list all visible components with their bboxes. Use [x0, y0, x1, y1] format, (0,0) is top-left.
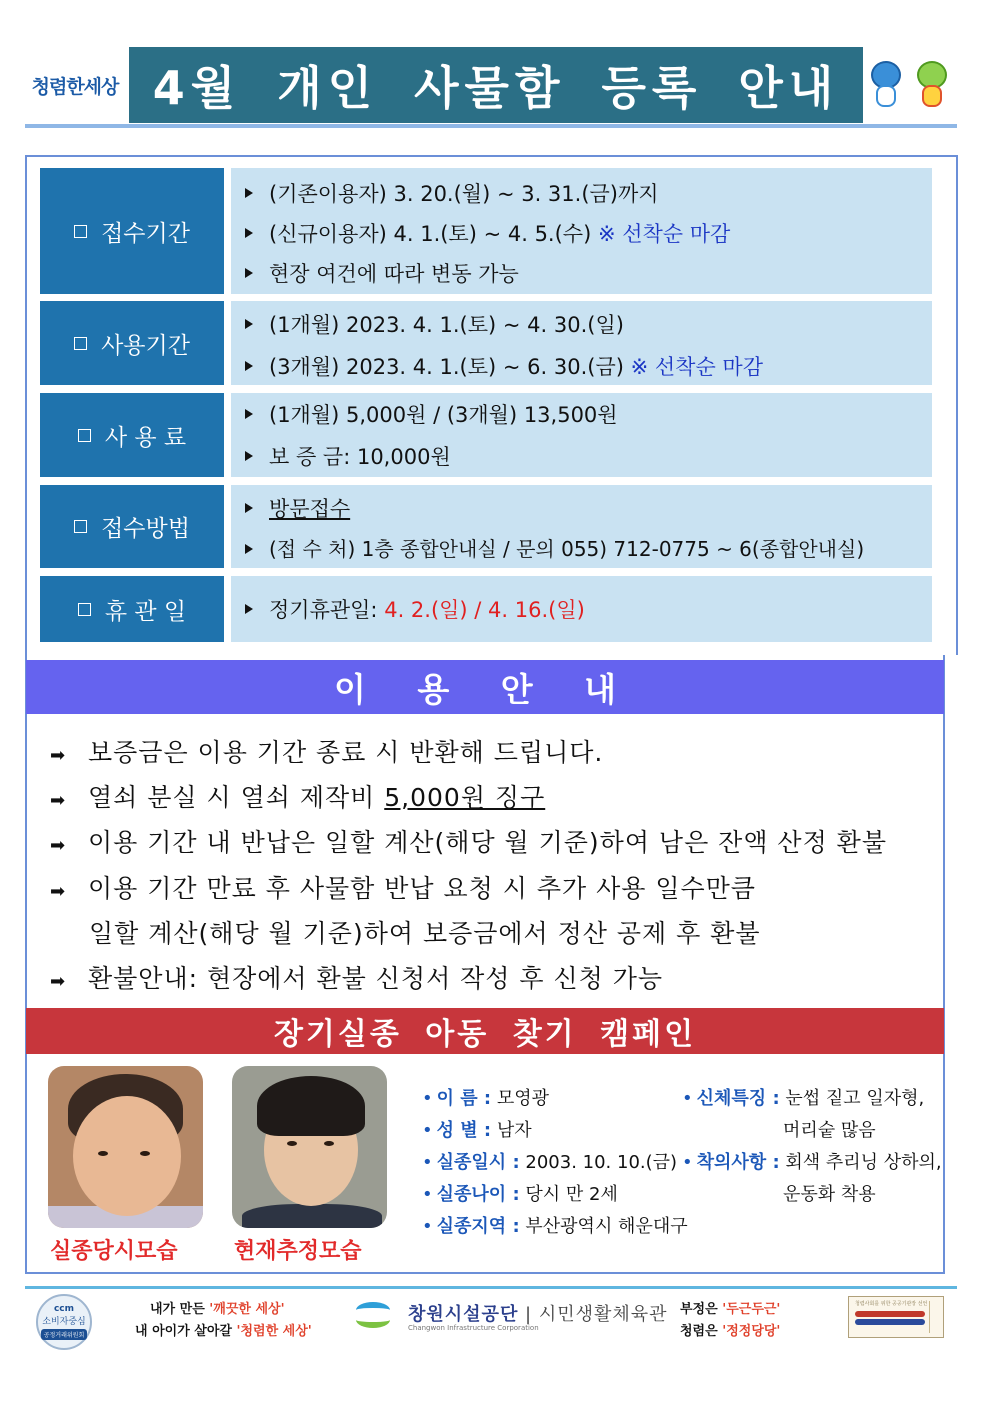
usage-line-1: (1개월) 2023. 4. 1.(토) ~ 4. 30.(일) [245, 309, 624, 339]
arrow-bullet-icon: ➡ [50, 835, 67, 856]
guide-item-2: ➡ 열쇠 분실 시 열쇠 제작비 5,000원 징구 [50, 783, 546, 812]
triangle-bullet-icon [245, 409, 253, 419]
fee-label: 사 용 료 [40, 393, 224, 477]
footer-slogan-2: 내 아이가 살아갈 '청렴한 세상' [135, 1324, 312, 1339]
triangle-bullet-icon [245, 544, 253, 554]
checkbox-icon [78, 429, 91, 442]
checkbox-icon [74, 520, 87, 533]
reception-line-1: (기존이용자) 3. 20.(월) ~ 3. 31.(금)까지 [245, 178, 659, 208]
detail-clothes-cont: 운동화 착용 [783, 1184, 876, 1205]
integrity-logo-text: 청렴한세상 [31, 75, 119, 98]
method-content [231, 485, 932, 568]
closed-label: 휴 관 일 [40, 576, 224, 642]
guide-title: 이 용 안 내 [334, 669, 636, 709]
row-reception [40, 168, 932, 294]
usage-period-label: 사용기간 [40, 301, 224, 385]
usage-line-2: (3개월) 2023. 4. 1.(토) ~ 6. 30.(금) ※ 선착순 마감 [245, 351, 763, 381]
changwon-logo-icon [352, 1298, 396, 1338]
triangle-bullet-icon [245, 228, 253, 238]
triangle-bullet-icon [245, 361, 253, 371]
guide-item-1: ➡ 보증금은 이용 기간 종료 시 반환해 드립니다. [50, 738, 604, 767]
arrow-bullet-icon: ➡ [50, 790, 67, 811]
detail-age: • 실종나이 : 당시 만 2세 [422, 1184, 618, 1205]
page-title: 4월 개인 사물함 등록 안내 [152, 61, 840, 115]
closed-content [231, 576, 932, 642]
detail-date: • 실종일시 : 2003. 10. 10.(금) [422, 1152, 678, 1173]
page-header [25, 45, 957, 127]
ccm-badge: ccm 소비자중심 공정거래위원회 [36, 1294, 92, 1350]
triangle-bullet-icon [245, 188, 253, 198]
fee-line-2: 보 증 금: 10,000원 [245, 441, 451, 471]
fee-line-1: (1개월) 5,000원 / (3개월) 13,500원 [245, 399, 618, 429]
checkbox-icon [74, 225, 87, 238]
org-name: 창원시설공단 | 시민생활체육관 [408, 1304, 668, 1325]
method-label: 접수방법 [40, 485, 224, 568]
checkbox-icon [74, 337, 87, 350]
detail-body: • 신체특징 : 눈썹 짙고 일자형, [682, 1088, 925, 1109]
header-divider [25, 124, 957, 128]
detail-body-cont: 머리숱 많음 [783, 1120, 876, 1141]
method-line-1: 방문접수 [245, 493, 350, 523]
mascots [867, 57, 957, 113]
child-photo-now [232, 1066, 387, 1228]
triangle-bullet-icon [245, 268, 253, 278]
child-photo-then [48, 1066, 203, 1228]
reception-content [231, 168, 932, 294]
reception-line-2: (신규이용자) 4. 1.(토) ~ 4. 5.(수) ※ 선착순 마감 [245, 218, 730, 248]
integrity-logo [25, 60, 125, 110]
method-line-2: (접 수 처) 1층 종합안내실 / 문의 055) 712-0775 ~ 6(종합안내실) [245, 533, 864, 562]
reception-label: 접수기간 [40, 168, 224, 294]
row-closed [40, 576, 932, 642]
title-banner [129, 47, 863, 123]
org-english-name: Changwon Infrastructure Corporation [408, 1324, 539, 1332]
triangle-bullet-icon [245, 604, 253, 614]
closed-line: 정기휴관일: 4. 2.(일) / 4. 16.(일) [245, 594, 585, 624]
arrow-bullet-icon: ➡ [50, 745, 67, 766]
blue-mascot-icon [867, 61, 905, 109]
triangle-bullet-icon [245, 319, 253, 329]
detail-sex: • 성 별 : 남자 [422, 1120, 532, 1141]
photo-then-caption: 실종당시모습 [50, 1239, 178, 1264]
campaign-header [26, 1008, 944, 1054]
row-method [40, 485, 932, 568]
integrity-declaration-seal: 청렴사회를 위한 공공기관장 선언 [848, 1296, 944, 1338]
checkbox-icon [78, 603, 91, 616]
arrow-bullet-icon: ➡ [50, 971, 67, 992]
footer-slogan-1: 내가 만든 '깨끗한 세상' [150, 1302, 285, 1317]
guide-item-4: ➡ 이용 기간 만료 후 사물함 반납 요청 시 추가 사용 일수만큼 [50, 874, 756, 903]
row-fee [40, 393, 932, 477]
fee-content [231, 393, 932, 477]
detail-name: • 이 름 : 모영광 [422, 1088, 550, 1109]
photo-now-caption: 현재추정모습 [234, 1239, 362, 1264]
detail-place: • 실종지역 : 부산광역시 해운대구 [422, 1216, 688, 1237]
guide-item-5: ➡ 환불안내: 현장에서 환불 신청서 작성 후 신청 가능 [50, 964, 664, 993]
footer-slogan-4: 청렴은 '정정당당' [680, 1324, 781, 1339]
triangle-bullet-icon [245, 503, 253, 513]
guide-header [26, 660, 944, 714]
guide-item-4-cont: 일할 계산(해당 월 기준)하여 보증금에서 정산 공제 후 환불 [89, 919, 761, 948]
detail-clothes: • 착의사항 : 회색 추리닝 상하의, [682, 1152, 942, 1173]
green-mascot-icon [913, 61, 951, 109]
campaign-title: 장기실종 아동 찾기 캠페인 [273, 1017, 697, 1052]
footer-divider [25, 1286, 957, 1289]
arrow-bullet-icon: ➡ [50, 881, 67, 902]
triangle-bullet-icon [245, 451, 253, 461]
guide-item-3: ➡ 이용 기간 내 반납은 일할 계산(해당 월 기준)하여 남은 잔액 산정 환불 [50, 828, 887, 857]
usage-period-content [231, 301, 932, 385]
reception-line-3: 현장 여건에 따라 변동 가능 [245, 258, 519, 288]
footer-slogan-3: 부정은 '두근두근' [680, 1302, 781, 1317]
row-usage-period [40, 301, 932, 385]
